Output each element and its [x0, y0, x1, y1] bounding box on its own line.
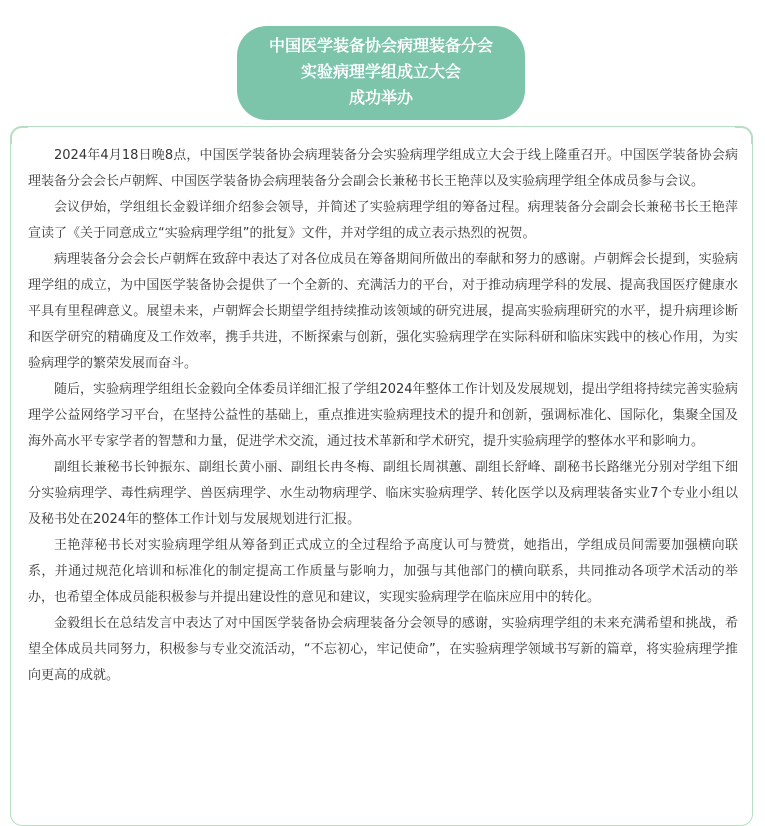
- frame-corner-left: [10, 126, 28, 144]
- frame-corner-right: [735, 126, 753, 144]
- title-line-1: 中国医学装备协会病理装备分会: [268, 36, 493, 55]
- paragraph-2: 会议伊始，学组组长金毅详细介绍参会领导，并简述了实验病理学组的筹备过程。病理装备分会副会长兼秘书长王艳萍宣读了《关于同意成立“实验病理学组”的批复》文件，并对学组的成立表示热烈的祝贺。: [28, 200, 738, 241]
- paragraph-5: 副组长兼秘书长钟振东、副组长黄小丽、副组长冉冬梅、副组长周祺蕙、副组长舒峰、副秘书长路继光分别对学组下细分实验病理学、毒性病理学、兽医病理学、水生动物病理学、临床实验病理学、转化医学以及病理装备实业7个专业小组以及秘书处在2024年的整体工作计划与发展规划进行汇报。: [28, 460, 738, 527]
- title-line-2: 实验病理学组成立大会: [300, 62, 461, 81]
- paragraph-1: 2024年4月18日晚8点，中国医学装备协会病理装备分会实验病理学组成立大会于线上隆重召开。中国医学装备协会病理装备分会会长卢朝辉、中国医学装备协会病理装备分会副会长兼秘书长王艳萍以及实验病理学组全体成员参与会议。: [28, 148, 738, 189]
- article-body: [28, 143, 738, 689]
- paragraph-7: 金毅组长在总结发言中表达了对中国医学装备协会病理装备分会领导的感谢，实验病理学组的未来充满希望和挑战，希望全体成员共同努力，积极参与专业交流活动，“不忘初心，牢记使命”，在实验病理学领域书写新的篇章，将实验病理学推向更高的成就。: [28, 616, 738, 683]
- paragraph-4: 随后，实验病理学组组长金毅向全体委员详细汇报了学组2024年整体工作计划及发展规划，提出学组将持续完善实验病理学公益网络学习平台，在坚持公益性的基础上，重点推进实验病理技术的提升和创新，强调标准化、国际化，集聚全国及海外高水平专家学者的智慧和力量，促进学术交流，通过技术革新和学术研究，提升实验病理学的整体水平和影响力。: [28, 382, 738, 449]
- title-badge: [237, 26, 525, 120]
- paragraph-6: 王艳萍秘书长对实验病理学组从筹备到正式成立的全过程给予高度认可与赞赏，她指出，学组成员间需要加强横向联系，并通过规范化培训和标准化的制定提高工作质量与影响力，加强与其他部门的横向联系，共同推动各项学术活动的举办，也希望全体成员能积极参与并提出建设性的意见和建议，实现实验病理学在临床应用中的转化。: [28, 538, 738, 605]
- title-line-3: 成功举办: [348, 88, 413, 107]
- paragraph-3: 病理装备分会会长卢朝辉在致辞中表达了对各位成员在筹备期间所做出的奉献和努力的感谢。卢朝辉会长提到，实验病理学组的成立，为中国医学装备协会提供了一个全新的、充满活力的平台，对于推动病理学科的发展、提高我国医疗健康水平具有里程碑意义。展望未来，卢朝辉会长期望学组持续推动该领域的研究进展，提高实验病理研究的水平，提升病理诊断和医学研究的精确度及工作效率，携手共进，不断探索与创新，强化实验病理学在实际科研和临床实践中的核心作用，为实验病理学的繁荣发展而奋斗。: [28, 252, 738, 371]
